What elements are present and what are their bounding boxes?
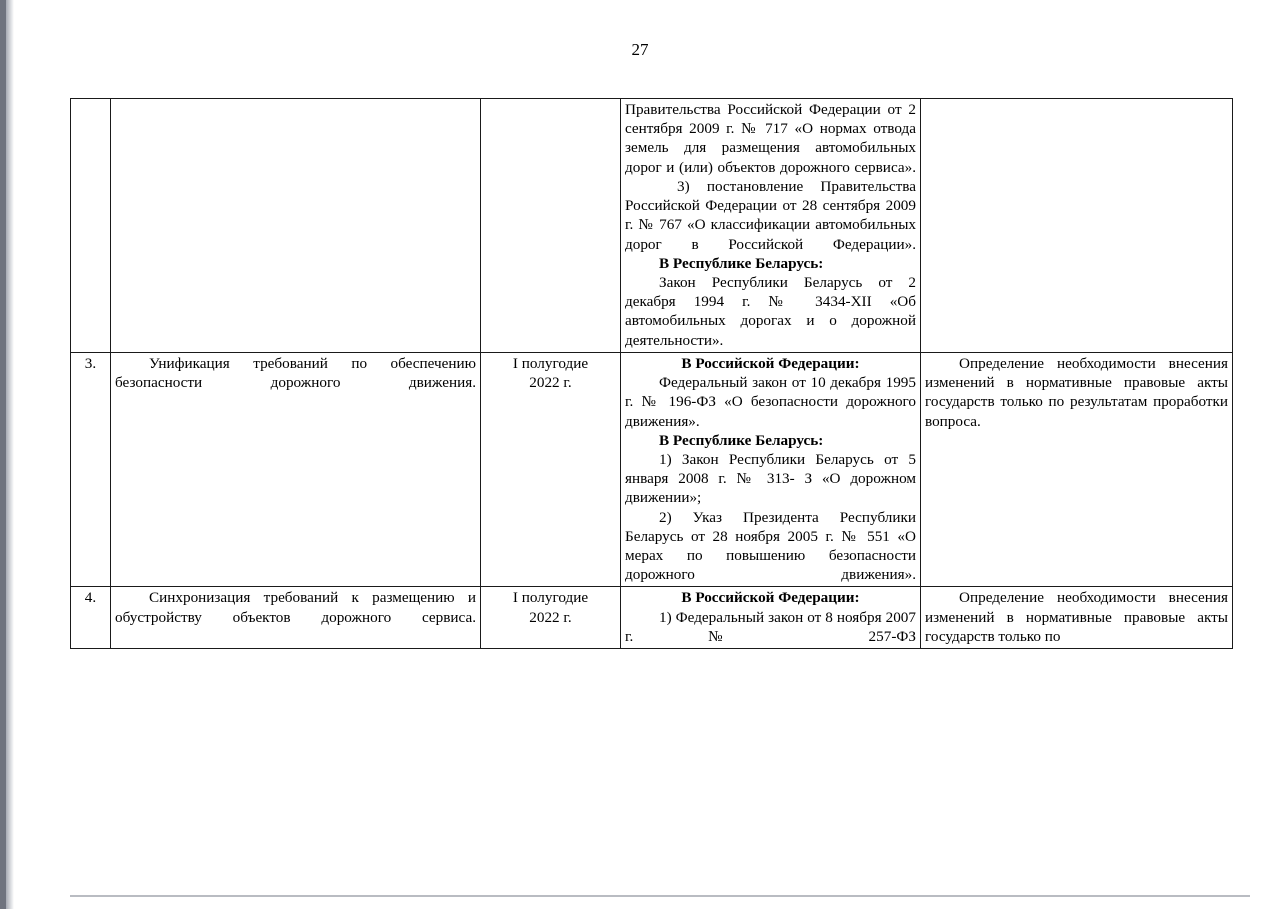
- cell-term: [481, 99, 621, 353]
- cell-measure: [111, 352, 481, 587]
- table-row: [71, 99, 1233, 353]
- acts-paragraph: 2) Указ Президента Республики Беларусь от 28 ноября 2005 г. № 551 «О мерах по повышению безопасности дорожного движения».: [625, 508, 916, 584]
- table-body: [71, 99, 1233, 649]
- cell-acts: [621, 352, 921, 587]
- page-number: 27: [631, 40, 649, 59]
- row-number: 4.: [84, 589, 97, 607]
- measure-text: Синхронизация требований к размещению и обустройству объектов дорожного сервиса.: [115, 589, 476, 626]
- acts-subheading: В Республике Беларусь:: [659, 431, 824, 449]
- note-text: Определение необходимости внесения изменений в нормативные правовые акты государств только по: [925, 589, 1228, 645]
- table-row: [71, 587, 1233, 649]
- cell-term: [481, 587, 621, 649]
- cell-number: [71, 352, 111, 587]
- measure-text: Унификация требований по обеспечению безопасности дорожного движения.: [115, 354, 476, 392]
- acts-paragraph: Правительства Российской Федерации от 2 сентября 2009 г. № 717 «О нормах отвода земель для размещения автомобильных дорог и (или) объектов дорожного сервиса».: [625, 101, 916, 176]
- acts-heading: В Российской Федерации:: [681, 354, 860, 372]
- acts-paragraph: Федеральный закон от 10 декабря 1995 г. № 196-ФЗ «О безопасности дорожного движения».: [625, 374, 916, 430]
- term-line: I полугодие: [512, 354, 589, 372]
- cell-note: [921, 587, 1233, 649]
- cell-measure: [111, 587, 481, 649]
- acts-paragraph: 1) Закон Республики Беларусь от 5 января 2008 г. № 313- З «О дорожном движении»;: [625, 450, 916, 507]
- row-number: 3.: [84, 354, 97, 372]
- acts-paragraph: 3) постановление Правительства Российской Федерации от 28 сентября 2009 г. № 767 «О классификации автомобильных дорог в Российской Федерации».: [625, 177, 916, 253]
- table-row: [71, 352, 1233, 587]
- acts-subheading: В Республике Беларусь:: [659, 254, 824, 272]
- acts-heading: В Российской Федерации:: [681, 589, 860, 607]
- cell-acts: [621, 99, 921, 353]
- term-line: 2022 г.: [529, 374, 572, 392]
- term-line: I полугодие: [512, 589, 589, 607]
- term-line: 2022 г.: [529, 608, 572, 626]
- cell-acts: [621, 587, 921, 649]
- document-table: [70, 98, 1233, 649]
- cell-note: [921, 352, 1233, 587]
- cell-measure: [111, 99, 481, 353]
- cell-number: [71, 99, 111, 353]
- acts-paragraph: 1) Федеральный закон от 8 ноября 2007 г. № 257-ФЗ: [625, 608, 916, 645]
- acts-paragraph: Закон Республики Беларусь от 2 декабря 1994 г. № 3434-XII «Об автомобильных дорогах и о дорожной деятельности».: [625, 273, 916, 349]
- cell-note: [921, 99, 1233, 353]
- cell-term: [481, 352, 621, 587]
- cell-number: [71, 587, 111, 649]
- note-text: Определение необходимости внесения изменений в нормативные правовые акты государств только по результатам проработки вопроса.: [925, 354, 1228, 430]
